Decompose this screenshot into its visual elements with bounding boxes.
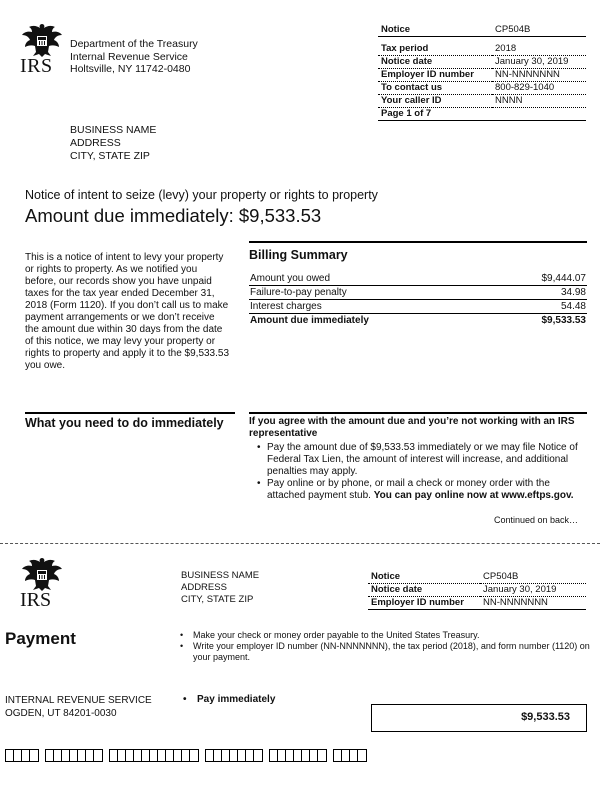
irs-logo-stub <box>20 556 66 610</box>
employer-id-value: NN-NNNNNNN <box>480 597 586 610</box>
eagle-icon <box>20 22 64 58</box>
caller-id-row <box>378 95 586 108</box>
agree-bullet-text: Pay online or by phone, or mail a check or money order with the attached payment stub. <box>267 478 550 501</box>
notice-row <box>368 571 586 584</box>
recipient-address <box>70 124 156 163</box>
recipient-line: ADDRESS <box>181 582 227 593</box>
billing-row-penalty <box>249 286 587 300</box>
agree-list <box>249 442 589 502</box>
agree-section <box>249 416 589 502</box>
agency-line: Department of the Treasury <box>70 38 198 50</box>
amount-due-value: $9,533.53 <box>521 711 570 723</box>
agree-bullet <box>259 478 589 502</box>
pay-immediately-label: Pay immediately <box>197 694 276 705</box>
billing-label: Amount due immediately <box>250 315 369 326</box>
instruction-list <box>180 630 590 663</box>
scanline-group <box>109 749 199 762</box>
contact-row <box>378 82 586 95</box>
scanline-group <box>45 749 103 762</box>
irs-address-line: OGDEN, UT 84201-0030 <box>5 708 117 719</box>
notice-date-value: January 30, 2019 <box>492 56 586 69</box>
caller-id-value: NNNN <box>492 95 586 108</box>
eagle-icon <box>20 556 64 592</box>
recipient-line: BUSINESS NAME <box>181 570 260 581</box>
page-number: Page 1 of 7 <box>378 108 492 121</box>
tax-period-value: 2018 <box>492 43 586 56</box>
agree-bullet: • Pay the amount due of $9,533.53 immediately or we may file Notice of Federal Tax Lien, the amount of interest will increase, and additional penalties may apply. <box>259 442 589 478</box>
notice-value: CP504B <box>492 24 586 37</box>
page-value <box>492 108 586 121</box>
bullet-icon: • <box>183 694 187 705</box>
payment-heading: Payment <box>5 629 76 648</box>
billing-label: Failure-to-pay penalty <box>250 287 347 298</box>
billing-label: Amount you owed <box>250 273 331 284</box>
employer-id-label: Employer ID number <box>368 597 480 610</box>
notice-row <box>378 24 586 37</box>
cut-line <box>0 543 600 544</box>
instruction-item: • Make your check or money order payable to the United States Treasury. <box>180 630 590 641</box>
notice-date-row <box>378 56 586 69</box>
payment-instructions <box>180 630 590 663</box>
billing-value: 34.98 <box>560 287 586 298</box>
caller-id-label: Your caller ID <box>378 95 492 108</box>
employer-id-row <box>368 597 586 610</box>
scanline-group <box>205 749 263 762</box>
notice-date-label: Notice date <box>378 56 492 69</box>
scanline-group <box>5 749 39 762</box>
section-divider <box>25 412 235 414</box>
billing-row-interest <box>249 300 587 314</box>
amount-due-heading: Amount due immediately: $9,533.53 <box>25 205 322 226</box>
billing-value: 54.48 <box>560 301 586 312</box>
tax-period-row <box>378 43 586 56</box>
notice-value: CP504B <box>480 571 586 584</box>
irs-address-line: INTERNAL REVENUE SERVICE <box>5 695 152 706</box>
employer-id-value: NN-NNNNNNN <box>492 69 586 82</box>
agency-line: Holtsville, NY 11742-0480 <box>70 63 191 75</box>
page-row <box>378 108 586 121</box>
scanline-boxes <box>5 749 367 762</box>
contact-phone[interactable]: 800-829-1040 <box>492 82 586 95</box>
amount-due-box <box>371 704 587 732</box>
scanline-group <box>333 749 367 762</box>
billing-summary <box>249 241 587 327</box>
notice-date-value: January 30, 2019 <box>480 584 586 597</box>
scanline-group <box>269 749 327 762</box>
section-divider <box>249 412 587 414</box>
billing-value: $9,444.07 <box>541 273 586 284</box>
irs-wordmark: IRS <box>20 55 53 77</box>
irs-mailing-address <box>5 694 152 720</box>
irs-logo <box>20 22 66 76</box>
continued-note: Continued on back… <box>494 515 579 525</box>
employer-id-label: Employer ID number <box>378 69 492 82</box>
intro-paragraph: This is a notice of intent to levy your property or rights to property. As we notified you before, our records show you have unpaid taxes for the tax year ended December 31, 2018 (Form 1120). If you don’t call us to make payment arrangements or we don’t receive the amount due within 30 days from the date of this notice, we may levy your property or rights to property and apply it to the $9,533.53 you owe. <box>25 252 230 371</box>
instruction-item: • Write your employer ID number (NN-NNNNNNN), the tax period (2018), and form number (1120) on your payment. <box>180 641 590 663</box>
notice-label: Notice <box>368 571 480 584</box>
billing-summary-title: Billing Summary <box>249 248 348 262</box>
notice-date-label: Notice date <box>368 584 480 597</box>
agency-line: Internal Revenue Service <box>70 50 188 63</box>
notice-label: Notice <box>378 24 492 37</box>
stub-notice-table <box>368 571 586 610</box>
billing-row-total <box>249 314 587 327</box>
agency-address <box>70 38 198 76</box>
billing-row-amount-owed <box>249 272 587 286</box>
employer-id-row <box>378 69 586 82</box>
todo-heading: What you need to do immediately <box>25 416 224 430</box>
recipient-line: CITY, STATE ZIP <box>181 594 254 605</box>
irs-wordmark: IRS <box>20 589 52 611</box>
recipient-line: CITY, STATE ZIP <box>70 150 150 162</box>
notice-date-row <box>368 584 586 597</box>
recipient-line: ADDRESS <box>70 137 121 149</box>
notice-title: Notice of intent to seize (levy) your property or rights to property <box>25 188 378 202</box>
contact-label: To contact us <box>378 82 492 95</box>
notice-info-table <box>378 24 586 121</box>
pay-online-link[interactable]: You can pay online now at www.eftps.gov. <box>373 490 574 501</box>
billing-value: $9,533.53 <box>541 315 586 326</box>
recipient-line: BUSINESS NAME <box>70 124 157 136</box>
billing-label: Interest charges <box>250 301 322 312</box>
tax-period-label: Tax period <box>378 43 492 56</box>
agree-heading: If you agree with the amount due and you’re not working with an IRS representative <box>249 416 575 439</box>
stub-recipient-address <box>181 570 259 606</box>
pay-immediately <box>183 694 275 705</box>
